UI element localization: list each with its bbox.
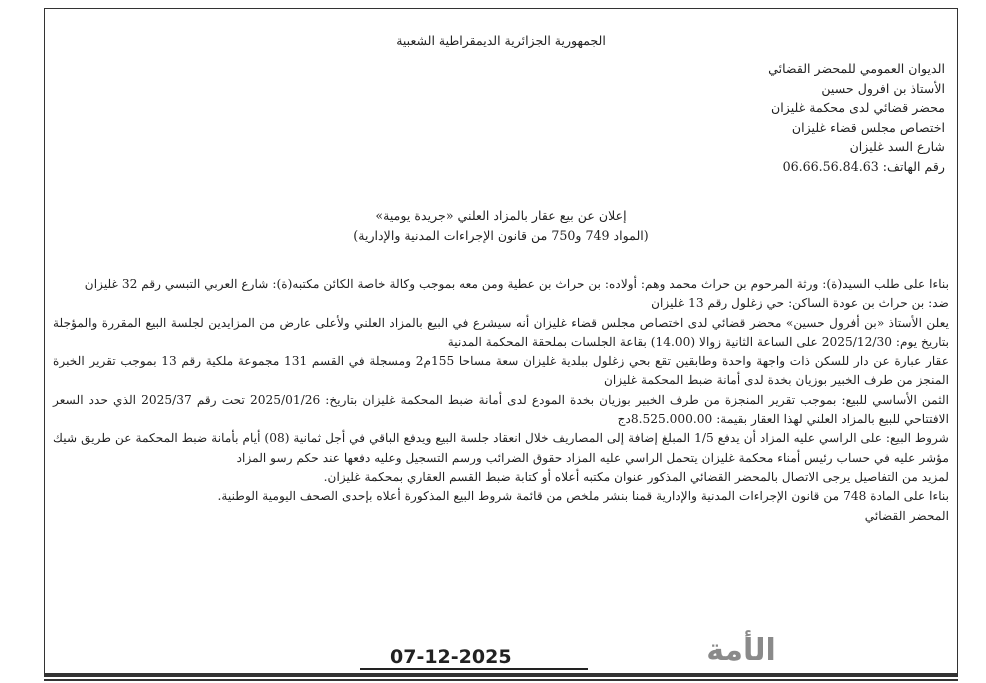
header-line: الديوان العمومي للمحضر القضائي [768,61,945,76]
body-paragraph: ضد: بن حراث بن عودة الساكن: حي زغلول رقم 13 غليزان [651,296,949,311]
body-paragraph: شروط البيع: على الراسي عليه المزاد أن يدفع 1/5 المبلغ إضافة إلى المصاريف خلال انعقاد جلسة البيع ويدفع الباقي في أجل ثمانية (08) أيام بأمانة ضبط المحكمة عن طريق شيك مؤشر عليه في حساب رئيس أمناء محكمة غليزان يتحمل الراسي عليه المزاد حقوق الضرائب ورسم التسجيل وعليه دفعها عند حكم رسو المزاد [53,431,949,465]
header-line: رقم الهاتف: 06.66.56.84.63 [782,158,945,174]
body-paragraph: عقار عبارة عن دار للسكن ذات واجهة واحدة وطابقين تقع بحي زغلول ببلدية غليزان سعة مساحا 155م2 ومسجلة في القسم 131 مجموعة ملكية رقم 13 بموجب تقرير الخبرة المنجز من طرف الخبير بوزيان بخدة لدى أمانة ضبط المحكمة غليزان [53,354,949,388]
bottom-rule-thin [44,679,958,681]
republic-heading: الجمهورية الجزائرية الديمقراطية الشعبية [396,33,606,48]
title-line: (المواد 749 و750 من قانون الإجراءات المدنية والإدارية) [353,228,649,243]
newspaper-logo: الأمة [706,633,776,668]
document-content [53,9,949,673]
body-paragraph: يعلن الأستاذ «بن أفرول حسين» محضر قضائي لدى اختصاص مجلس قضاء غليزان أنه سيشرع في البيع بالمزاد العلني ولأعلى عارض من المزايدين لجلسة البيع المقررة والمؤجلة بتاريخ يوم: 2025/12/30 على الساعة الثانية زوالا (14.00) بقاعة الجلسات بملحقة المحكمة المدنية [53,315,949,349]
document-frame [44,8,958,674]
bottom-rule [44,674,958,677]
announcement-title [53,206,949,246]
header-line: شارع السد غليزان [849,139,945,154]
publication-date: 07-12-2025 [390,646,512,668]
date-underline [360,668,588,670]
body-paragraph: لمزيد من التفاصيل يرجى الاتصال بالمحضر القضائي المذكور عنوان مكتبه أعلاه أو كتابة ضبط القسم العقاري بمحكمة غليزان. [323,469,949,484]
body-paragraph: بناءا على طلب السيد(ة): ورثة المرحوم بن حراث محمد وهم: أولاده: بن حراث بن عطية ومن معه بموجب وكالة خاصة الكائن مكتبه(ة): شارع العربي التبسي رقم 32 غليزان [84,277,949,291]
title-line: إعلان عن بيع عقار بالمزاد العلني «جريدة يومية» [375,208,627,223]
body-paragraph: بناءا على المادة 748 من قانون الإجراءات المدنية والإدارية قمنا بنشر ملخص من قائمة شروط البيع المذكورة أعلاه بإحدى الصحف اليومية الوطنية. [217,489,949,504]
signature-line: المحضر القضائي [864,508,949,523]
header-line: الأستاذ بن افرول حسين [821,80,945,96]
announcement-body [53,275,949,526]
header-line: محضر قضائي لدى محكمة غليزان [771,100,945,115]
office-header [545,59,945,176]
body-paragraph: الثمن الأساسي للبيع: بموجب تقرير المنجزة من طرف الخبير بوزيان بخدة المودع لدى أمانة ضبط المحكمة غليزان بتاريخ: 2025/01/26 تحت رقم 2025/37 الذي حدد السعر الافتتاحي للبيع بالمزاد العلني لهذا العقار بقيمة: 8.525.000.00دج [53,392,950,427]
header-line: اختصاص مجلس قضاء غليزان [791,119,945,135]
